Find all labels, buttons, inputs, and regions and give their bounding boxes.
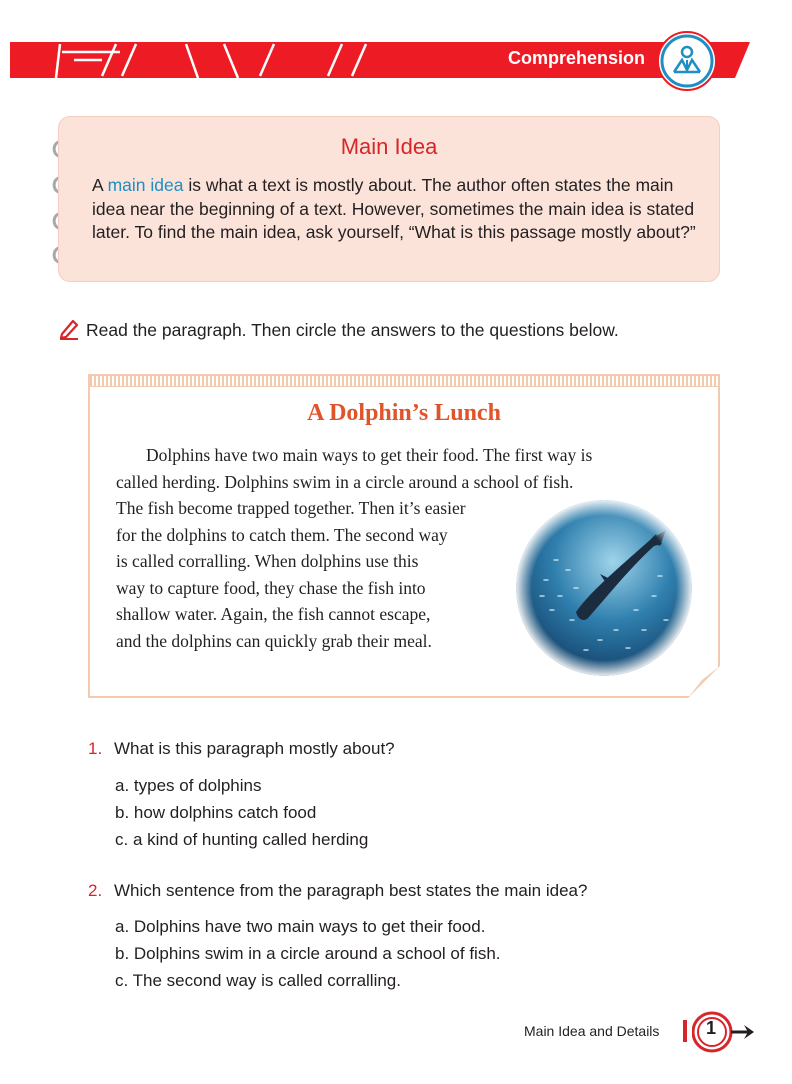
passage-line: The fish become trapped together. Then it’s easier: [116, 498, 466, 518]
card-ruler: [90, 376, 718, 387]
question-number: 1.: [88, 739, 103, 758]
instruction: [58, 318, 758, 345]
answer-option[interactable]: a. types of dolphins: [115, 776, 262, 795]
passage-line: is called corralling. When dolphins use this: [116, 551, 419, 571]
passage-line: and the dolphins can quickly grab their meal.: [116, 630, 432, 651]
passage-line: called herding. Dolphins swim in a circle around a school of fish.: [116, 471, 574, 492]
question-1: [88, 739, 395, 759]
main-idea-box: [58, 116, 720, 282]
question-2: [88, 881, 587, 901]
definition-lead: A: [92, 175, 108, 195]
passage-line: Dolphins have two main ways to get their food. The first way is: [146, 445, 593, 465]
passage-line: shallow water. Again, the fish cannot escape,: [116, 604, 431, 624]
answer-option[interactable]: c. The second way is called corralling.: [115, 971, 401, 990]
main-idea-term: main idea: [107, 175, 184, 195]
reader-icon: [656, 30, 716, 90]
banner-title: Comprehension: [507, 48, 645, 68]
header-banner: [10, 42, 740, 78]
passage-title: A Dolphin’s Lunch: [307, 400, 501, 426]
instruction-text: Read the paragraph. Then circle the answers to the questions below.: [86, 320, 619, 340]
footer-section-label: Main Idea and Details: [524, 1023, 660, 1039]
page-number: 1: [705, 1018, 716, 1038]
answer-option[interactable]: c. a kind of hunting called herding: [115, 830, 369, 849]
definition-body: is what a text is mostly about. The author often states the main idea near the beginning of a text. However, sometimes the main idea is stated later. To find the main idea, ask yourself, “What is this passage mostly about?”: [92, 175, 696, 242]
question-number: 2.: [88, 881, 103, 900]
answer-option[interactable]: b. Dolphins swim in a circle around a school of fish.: [115, 944, 501, 963]
footer-divider: [683, 1020, 687, 1042]
pencil-icon: [58, 318, 80, 345]
main-idea-definition: [92, 174, 702, 245]
answer-option[interactable]: a. Dolphins have two main ways to get their food.: [115, 917, 486, 936]
answer-option[interactable]: b. how dolphins catch food: [115, 803, 317, 822]
question-text: What is this paragraph mostly about?: [114, 739, 395, 758]
passage-card: [88, 374, 720, 698]
passage-line: for the dolphins to catch them. The second way: [116, 524, 448, 545]
passage-line: way to capture food, they chase the fish into: [116, 577, 426, 598]
main-idea-title: Main Idea: [340, 134, 438, 159]
question-text: Which sentence from the paragraph best states the main idea?: [114, 881, 588, 900]
page-fold: [688, 666, 720, 698]
dolphin-photo: [516, 500, 692, 676]
